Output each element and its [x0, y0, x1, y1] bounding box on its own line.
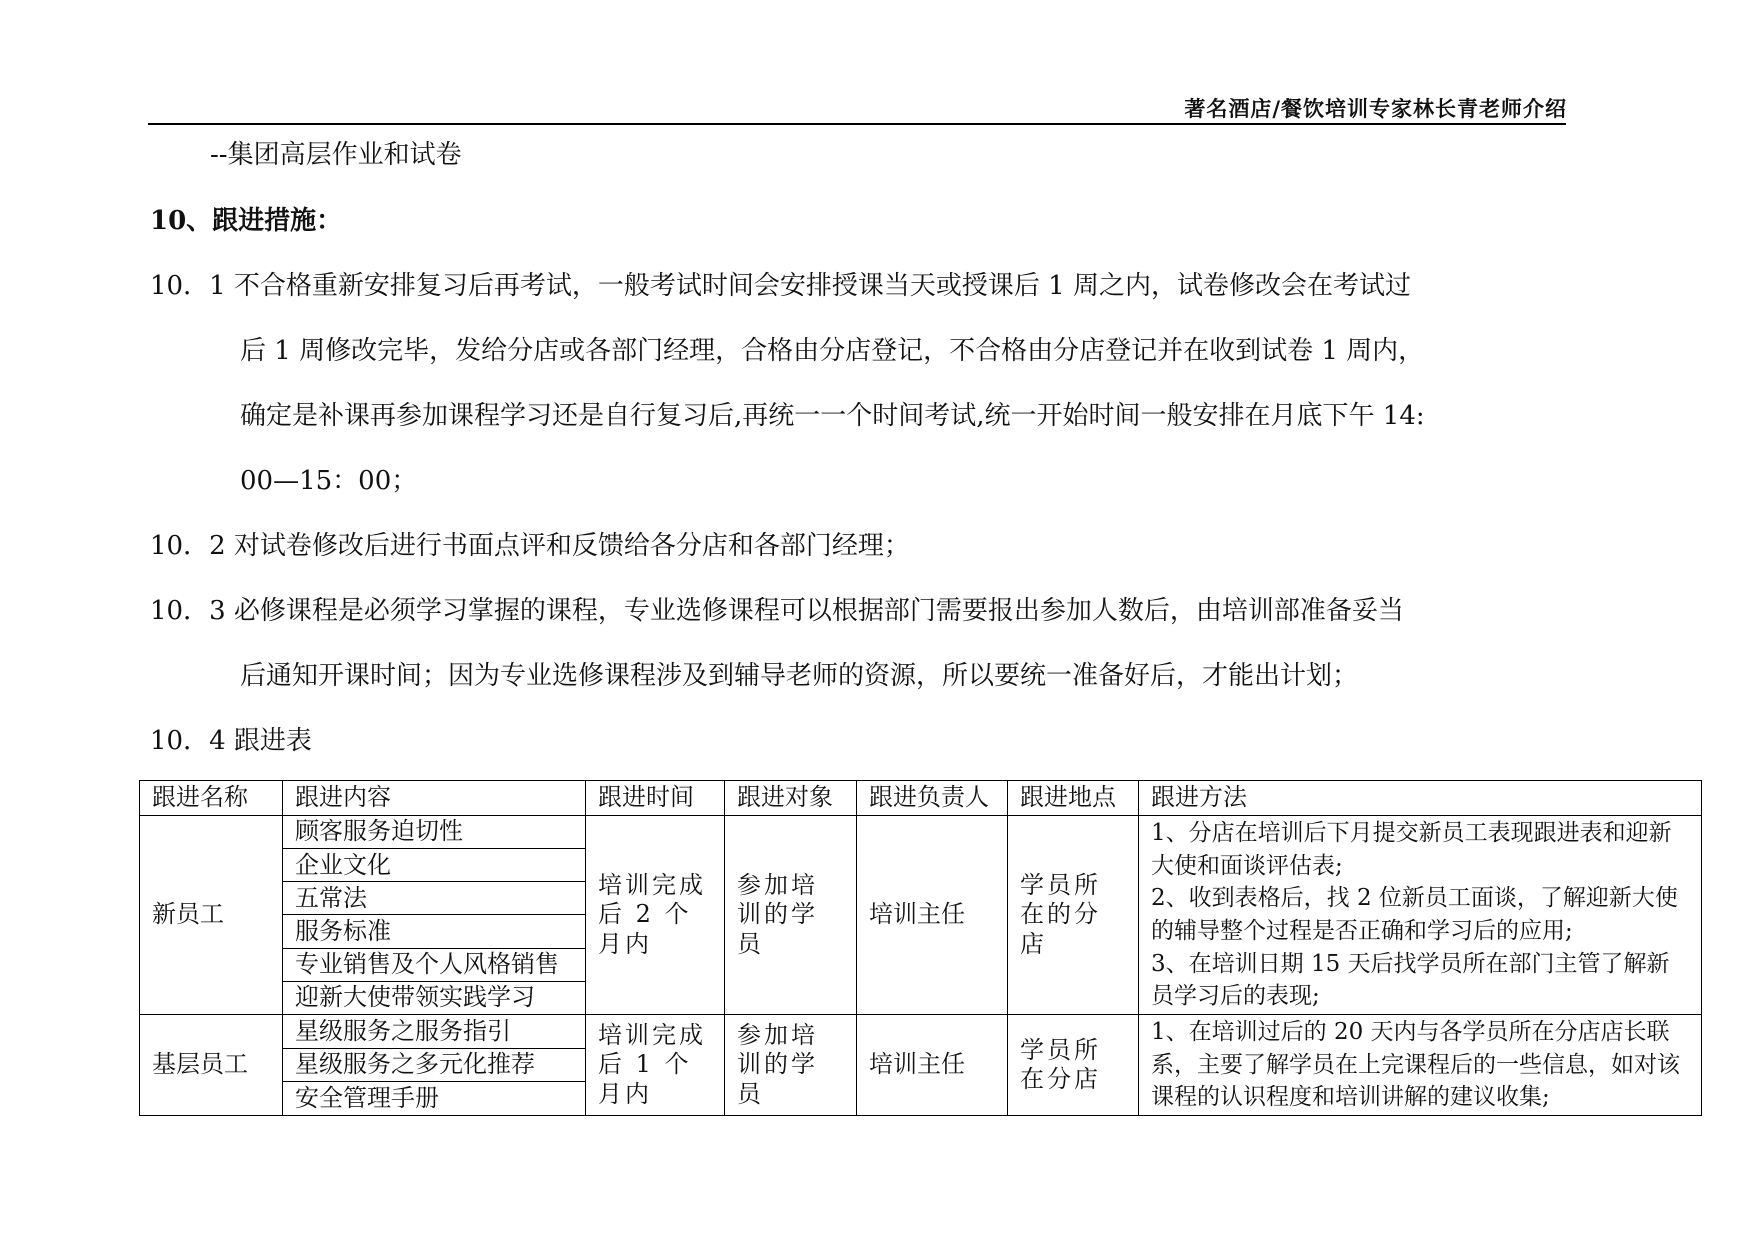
content-item: 企业文化 [283, 849, 586, 882]
p10-3-line1: 10．3 必修课程是必须学习掌握的课程，专业选修课程可以根据部门需要报出参加人数后，由培训部准备妥当 [150, 596, 1404, 626]
location-cell: 学员所在的分店 [1008, 816, 1139, 1015]
target-cell: 参加培训的学员 [725, 816, 857, 1015]
content-item: 星级服务之多元化推荐 [283, 1048, 586, 1082]
content-item: 迎新大使带领实践学习 [283, 981, 586, 1014]
row-name-cell: 基层员工 [140, 1014, 283, 1115]
table-row [140, 816, 1702, 849]
header-owner: 跟进负责人 [857, 781, 1008, 816]
p10-3-line2: 后通知开课时间；因为专业选修课程涉及到辅导老师的资源，所以要统一准备好后，才能出计划； [240, 661, 1359, 691]
p10-1-line1: 10．1 不合格重新安排复习后再考试，一般考试时间会安排授课当天或授课后 1 周之内，试卷修改会在考试过 [150, 271, 1411, 301]
owner-cell: 培训主任 [857, 816, 1008, 1015]
header-divider [148, 123, 1566, 125]
method-item: 1、在培训过后的 20 天内与各学员所在分店店长联系，主要了解学员在上完课程后的一些信息，如对该课程的认识程度和培训讲解的建议收集; [1151, 1018, 1680, 1111]
p10-1-line2: 后 1 周修改完毕，发给分店或各部门经理，合格由分店登记，不合格由分店登记并在收到试卷 1 周内， [240, 336, 1425, 366]
content-item: 服务标准 [283, 915, 586, 948]
table-row [140, 1014, 1702, 1048]
page-header-title: 著名酒店/餐饮培训专家林长青老师介绍 [1184, 96, 1567, 121]
content-item: 安全管理手册 [283, 1082, 586, 1116]
row-name-cell: 新员工 [140, 816, 283, 1015]
target-cell: 参加培训的学员 [725, 1014, 857, 1115]
header-content: 跟进内容 [283, 781, 586, 816]
intro-line: --集团高层作业和试卷 [210, 140, 462, 170]
table-header-row [140, 781, 1702, 816]
p10-4-title: 10．4 跟进表 [150, 726, 312, 756]
owner-cell: 培训主任 [857, 1014, 1008, 1115]
method-item: 1、分店在培训后下月提交新员工表现跟进表和迎新大使和面谈评估表; [1151, 820, 1672, 879]
header-target: 跟进对象 [725, 781, 857, 816]
content-item: 顾客服务迫切性 [283, 816, 586, 849]
method-item: 2、收到表格后，找 2 位新员工面谈，了解迎新大使的辅导整个过程是否正确和学习后的应用; [1151, 885, 1678, 944]
location-cell: 学员所在分店 [1008, 1014, 1139, 1115]
header-name: 跟进名称 [140, 781, 283, 816]
time-cell: 培训完成后 2 个月内 [586, 816, 725, 1015]
p10-2: 10．2 对试卷修改后进行书面点评和反馈给各分店和各部门经理； [150, 531, 910, 561]
header-time: 跟进时间 [586, 781, 725, 816]
content-item: 星级服务之服务指引 [283, 1014, 586, 1048]
content-item: 专业销售及个人风格销售 [283, 948, 586, 981]
follow-up-table [139, 780, 1702, 1116]
method-cell [1139, 816, 1702, 1015]
method-item: 3、在培训日期 15 天后找学员所在部门主管了解新员学习后的表现; [1151, 950, 1670, 1010]
content-item: 五常法 [283, 882, 586, 915]
section-title: 10、跟进措施： [150, 206, 343, 236]
header-method: 跟进方法 [1139, 781, 1702, 816]
p10-1-line4: 00—15：00； [240, 466, 418, 496]
header-location: 跟进地点 [1008, 781, 1139, 816]
time-cell: 培训完成后 1 个月内 [586, 1014, 725, 1115]
p10-1-line3: 确定是补课再参加课程学习还是自行复习后,再统一一个时间考试,统一开始时间一般安排在月底下午 14: [240, 401, 1425, 431]
method-cell [1139, 1014, 1702, 1115]
